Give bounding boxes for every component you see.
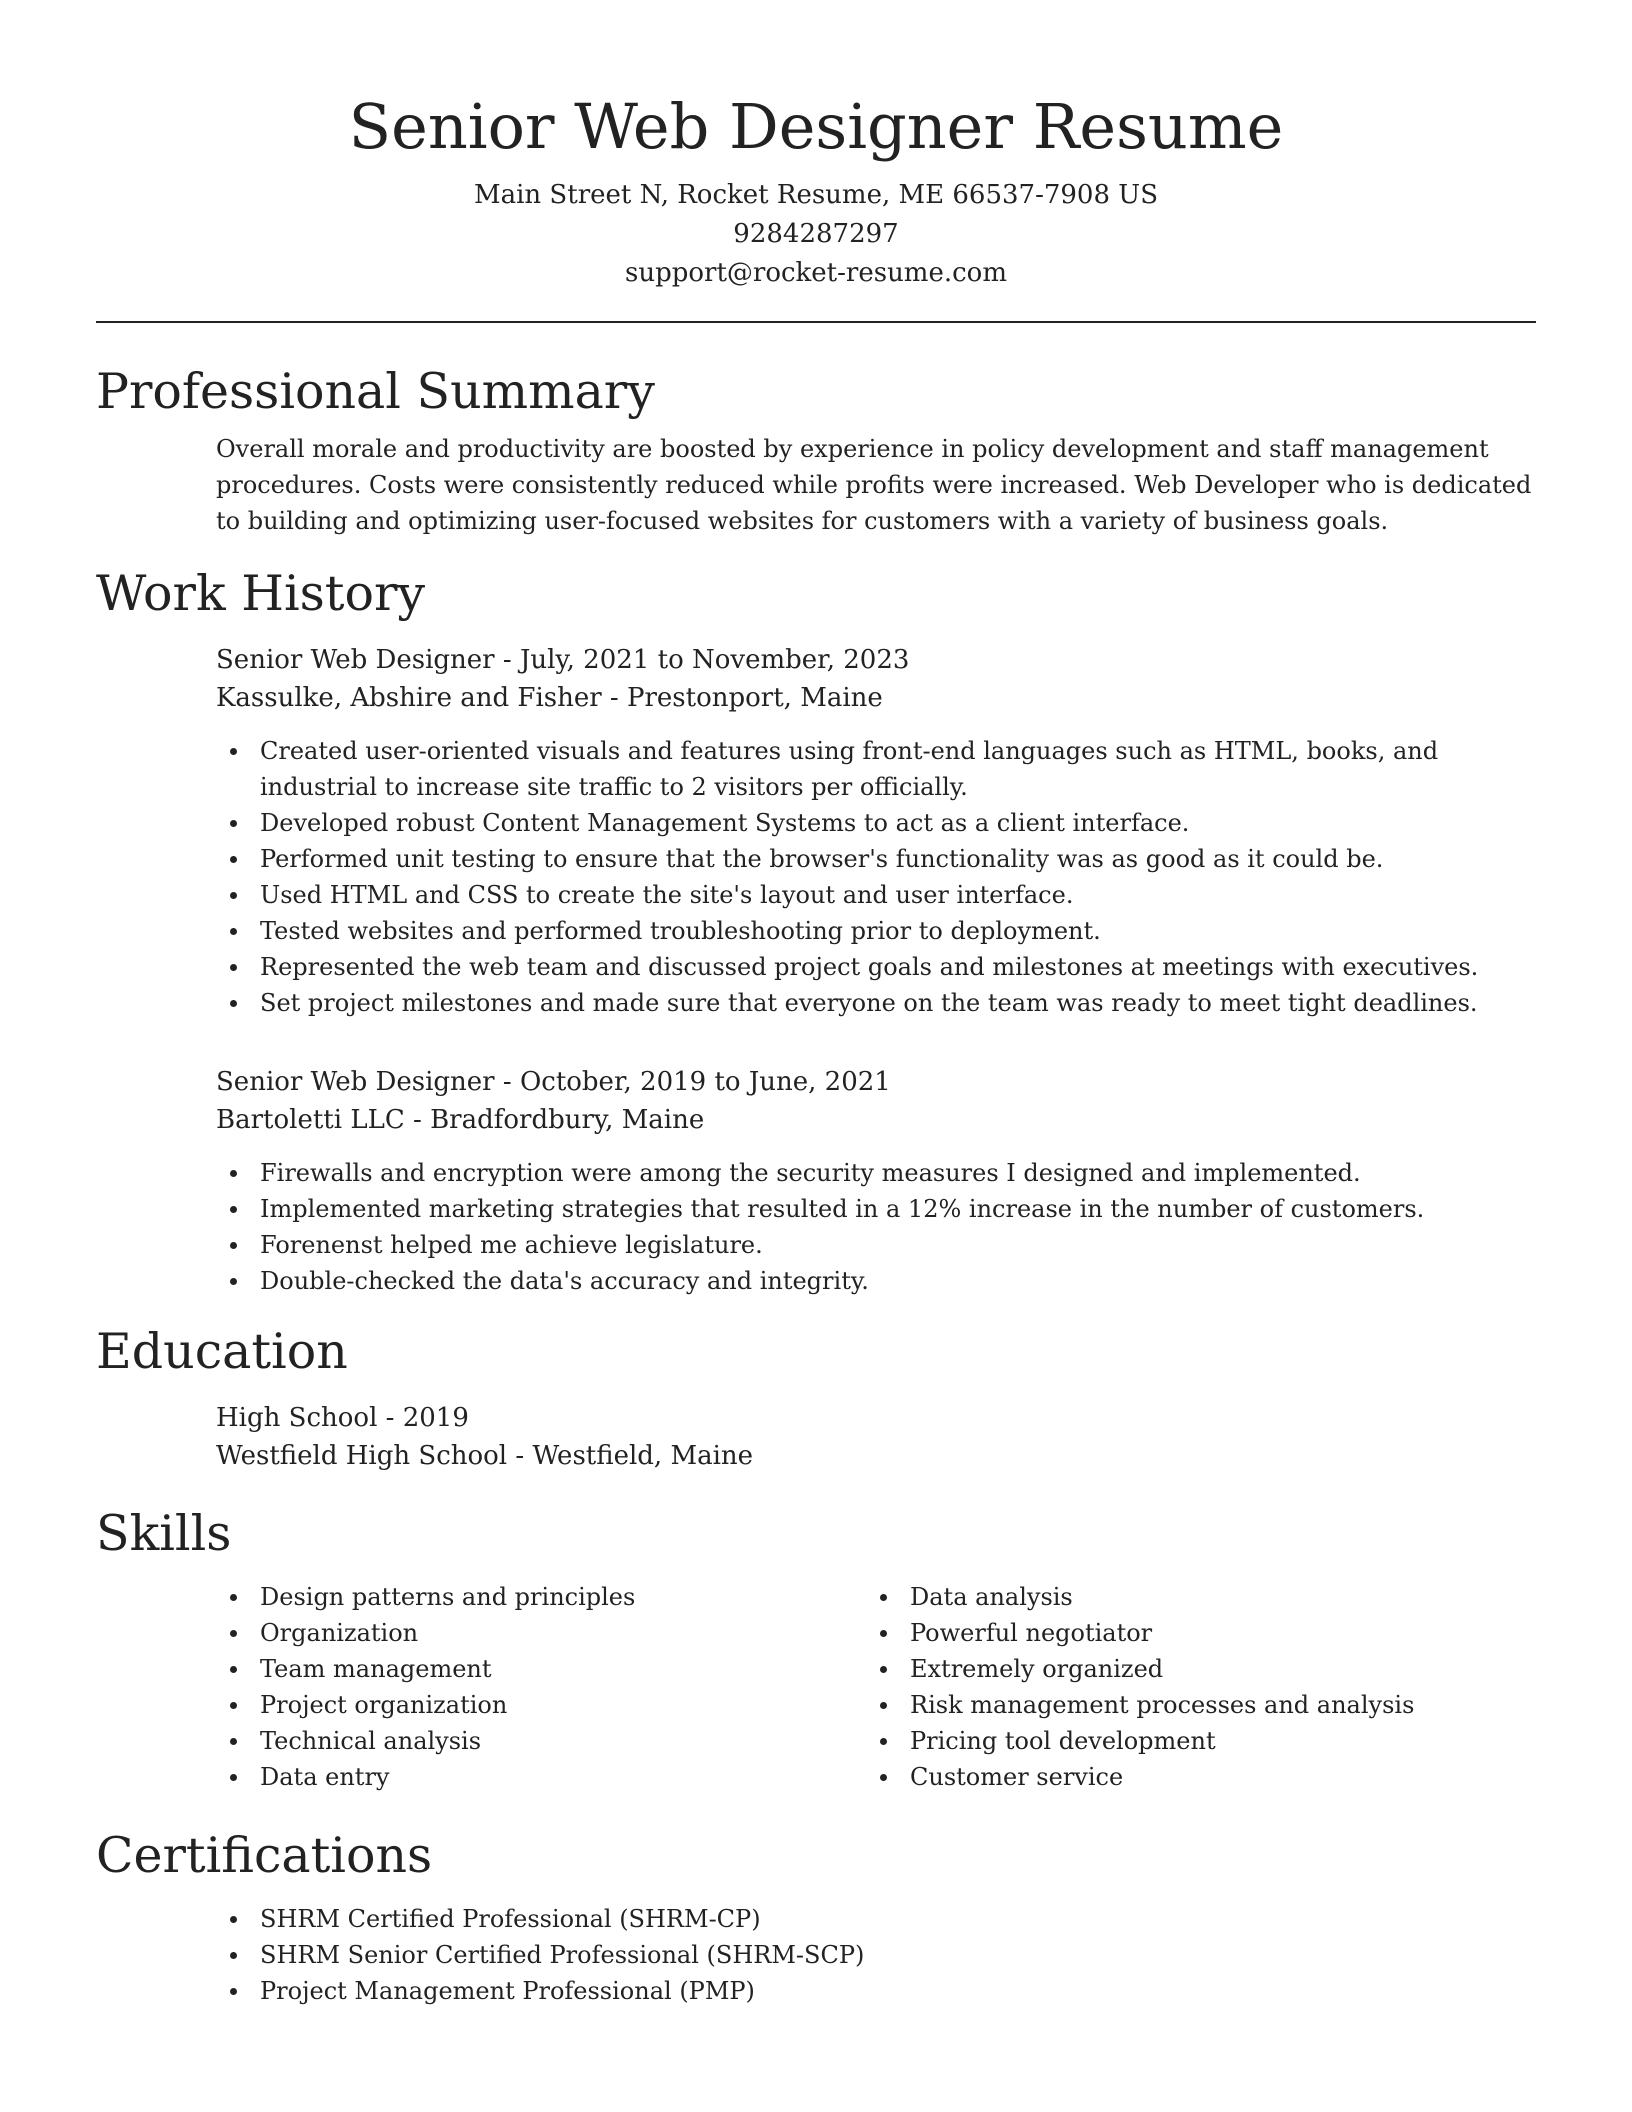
education-school-line: Westfield High School - Westfield, Maine bbox=[216, 1441, 754, 1471]
address: Main Street N, Rocket Resume, ME 66537-7908 US bbox=[473, 180, 1159, 210]
education-entry bbox=[216, 1399, 1536, 1475]
list-item: Represented the web team and discussed project goals and milestones at meetings with executives. bbox=[216, 949, 1536, 985]
email: support@rocket-resume.com bbox=[624, 258, 1007, 288]
list-item: Organization bbox=[216, 1615, 866, 1651]
list-item: Firewalls and encryption were among the security measures I designed and implemented. bbox=[216, 1155, 1536, 1191]
job-location: Bradfordbury, Maine bbox=[430, 1105, 705, 1135]
job-company: Bartoletti LLC bbox=[216, 1105, 405, 1135]
list-item: Implemented marketing strategies that resulted in a 12% increase in the number of customers. bbox=[216, 1191, 1536, 1227]
section-skills bbox=[96, 1499, 1536, 1795]
list-item: Data entry bbox=[216, 1759, 866, 1795]
list-item: Set project milestones and made sure that everyone on the team was ready to meet tight deadlines. bbox=[216, 985, 1536, 1021]
education-location: Westfield, Maine bbox=[532, 1441, 754, 1471]
section-work-history bbox=[96, 559, 1536, 1299]
header-divider bbox=[96, 321, 1536, 323]
skills-column-right bbox=[866, 1579, 1516, 1795]
list-item: Data analysis bbox=[866, 1579, 1516, 1615]
job-entry bbox=[216, 641, 1536, 717]
skills-list-right bbox=[866, 1579, 1516, 1795]
phone: 9284287297 bbox=[733, 219, 899, 249]
education-year: 2019 bbox=[402, 1403, 469, 1433]
job-role: Senior Web Designer bbox=[216, 645, 495, 675]
job-bullets bbox=[216, 1155, 1536, 1299]
job-role: Senior Web Designer bbox=[216, 1067, 495, 1097]
job-dates: October, 2019 to June, 2021 bbox=[519, 1067, 891, 1097]
list-item: Team management bbox=[216, 1651, 866, 1687]
section-title-summary: Professional Summary bbox=[96, 363, 655, 420]
section-title-skills: Skills bbox=[96, 1505, 232, 1562]
job-location: Prestonport, Maine bbox=[627, 683, 883, 713]
summary-text: Overall morale and productivity are boosted by experience in policy development and staff management procedures. Costs were consistently reduced while profits were increased. Web Developer who is dedicated to building and optimizing user-focused websites for customers with a variety of business goals. bbox=[216, 435, 1532, 535]
list-item: Project Management Professional (PMP) bbox=[216, 1973, 1536, 2009]
job-entry bbox=[216, 1063, 1536, 1139]
job-company-line: Bartoletti LLC - Bradfordbury, Maine bbox=[216, 1105, 705, 1135]
list-item: Performed unit testing to ensure that the browser's functionality was as good as it could be. bbox=[216, 841, 1536, 877]
job-company-line: Kassulke, Abshire and Fisher - Prestonport, Maine bbox=[216, 683, 883, 713]
list-item: Pricing tool development bbox=[866, 1723, 1516, 1759]
contact-block bbox=[96, 176, 1536, 293]
list-item: SHRM Certified Professional (SHRM-CP) bbox=[216, 1901, 1536, 1937]
skills-column-left bbox=[216, 1579, 866, 1795]
education-degree-line: High School - 2019 bbox=[216, 1403, 469, 1433]
list-item: Tested websites and performed troubleshooting prior to deployment. bbox=[216, 913, 1536, 949]
job-company: Kassulke, Abshire and Fisher bbox=[216, 683, 602, 713]
list-item: SHRM Senior Certified Professional (SHRM-SCP) bbox=[216, 1937, 1536, 1973]
section-title-work: Work History bbox=[96, 565, 426, 622]
job-title-line: Senior Web Designer - October, 2019 to June, 2021 bbox=[216, 1067, 891, 1097]
list-item: Developed robust Content Management Systems to act as a client interface. bbox=[216, 805, 1536, 841]
skills-columns bbox=[216, 1579, 1536, 1795]
certifications-list bbox=[216, 1901, 1536, 2009]
list-item: Project organization bbox=[216, 1687, 866, 1723]
list-item: Technical analysis bbox=[216, 1723, 866, 1759]
list-item: Design patterns and principles bbox=[216, 1579, 866, 1615]
list-item: Risk management processes and analysis bbox=[866, 1687, 1516, 1723]
list-item: Used HTML and CSS to create the site's layout and user interface. bbox=[216, 877, 1536, 913]
job-bullets bbox=[216, 733, 1536, 1021]
job-dates: July, 2021 to November, 2023 bbox=[519, 645, 910, 675]
section-summary bbox=[96, 357, 1536, 539]
section-title-education: Education bbox=[96, 1323, 348, 1380]
list-item: Forenenst helped me achieve legislature. bbox=[216, 1227, 1536, 1263]
education-degree: High School bbox=[216, 1403, 378, 1433]
list-item: Customer service bbox=[866, 1759, 1516, 1795]
skills-list-left bbox=[216, 1579, 866, 1795]
section-education bbox=[96, 1317, 1536, 1475]
list-item: Extremely organized bbox=[866, 1651, 1516, 1687]
resume-header bbox=[96, 0, 1536, 293]
list-item: Powerful negotiator bbox=[866, 1615, 1516, 1651]
list-item: Created user-oriented visuals and features using front-end languages such as HTML, books, and industrial to increase site traffic to 2 visitors per officially. bbox=[216, 733, 1536, 805]
resume-title: Senior Web Designer Resume bbox=[348, 90, 1284, 163]
section-title-certifications: Certifications bbox=[96, 1827, 433, 1884]
list-item: Double-checked the data's accuracy and integrity. bbox=[216, 1263, 1536, 1299]
job-title-line: Senior Web Designer - July, 2021 to November, 2023 bbox=[216, 645, 910, 675]
education-school: Westfield High School bbox=[216, 1441, 508, 1471]
section-certifications bbox=[96, 1821, 1536, 2009]
